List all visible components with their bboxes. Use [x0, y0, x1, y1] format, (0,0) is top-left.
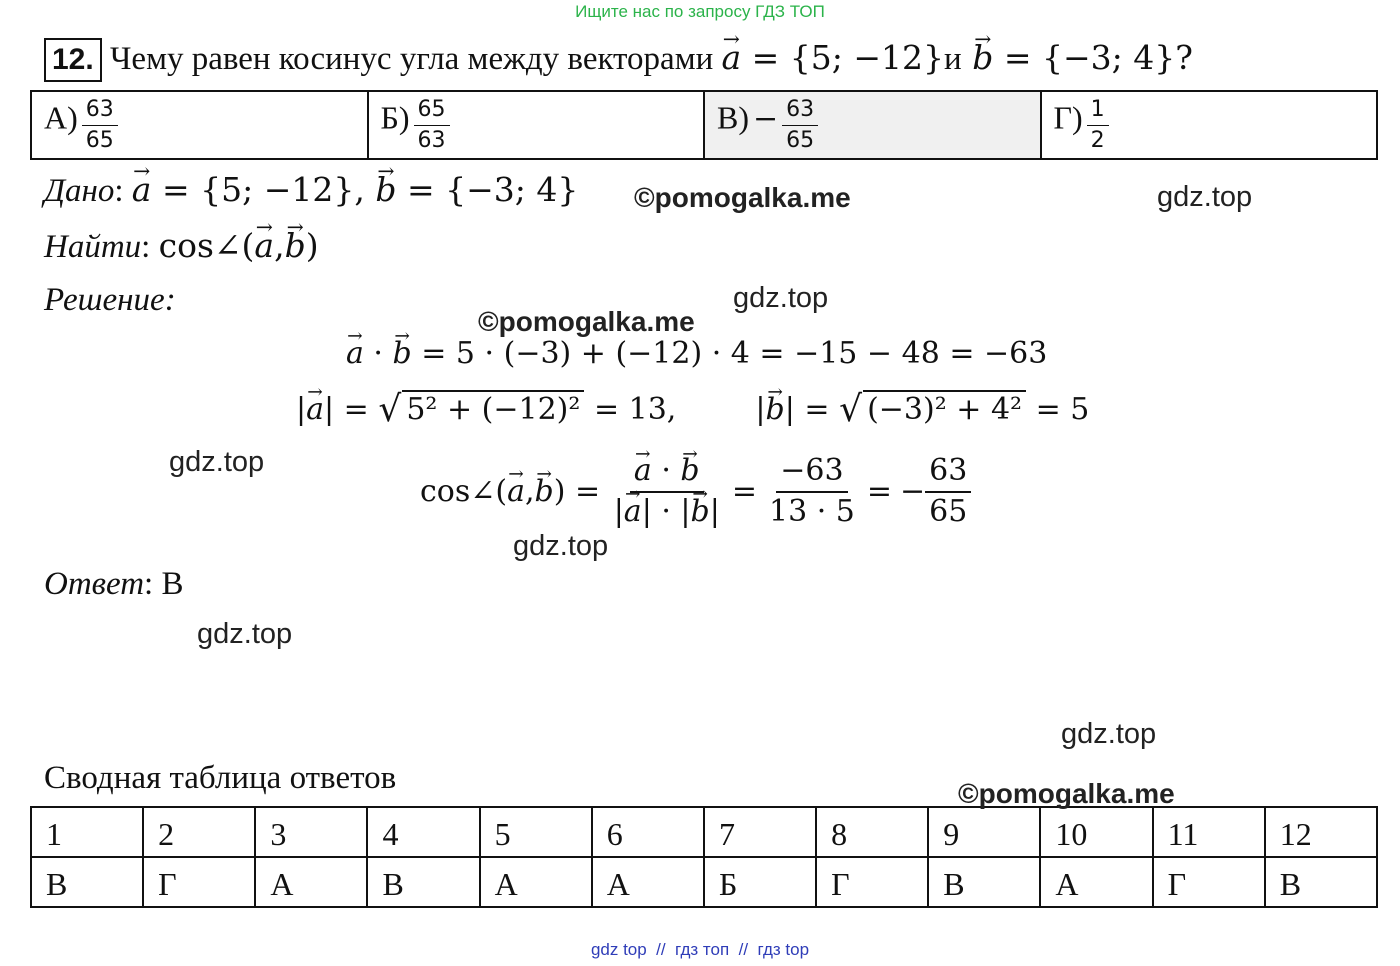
problem-question: Чему равен косинус угла между векторами	[109, 41, 714, 77]
cos-eq-1: =	[731, 474, 757, 509]
abs-a-rhs: = 13,	[584, 392, 677, 427]
summary-number-cell: 5	[480, 807, 592, 857]
answer-value: В	[161, 566, 184, 602]
dot-operator: ·	[363, 336, 393, 371]
summary-numbers-row	[31, 807, 1377, 857]
given-vector-a: → a	[132, 170, 152, 209]
summary-number-cell: 2	[143, 807, 255, 857]
watermark-gdz-1: gdz.top	[1157, 181, 1253, 213]
watermark-gdz-4: gdz.top	[513, 530, 609, 562]
solution-label: Решение:	[44, 282, 176, 318]
dot-vector-a: → a	[346, 336, 364, 371]
magnitudes-line: |→ a| = √ 5² + (−12)² = 13, |→ b| = √ (−3)² + 4² = 5	[296, 390, 1089, 427]
find-close: )	[305, 226, 319, 265]
summary-number-cell: 6	[592, 807, 704, 857]
watermark-gdz-3: gdz.top	[169, 446, 265, 478]
cos-prefix: cos∠(	[420, 474, 508, 509]
summary-answer-cell: А	[592, 857, 704, 907]
abs-a-lhs: | =	[324, 392, 379, 427]
given-line: Дано: → a = {5; −12}, → b = {−3; 4}	[44, 170, 578, 210]
cos-eq-2: =	[866, 474, 892, 509]
summary-number-cell: 3	[255, 807, 367, 857]
cos-vector-a: → a	[507, 474, 525, 509]
option-a[interactable]	[31, 91, 368, 159]
summary-answer-cell: А	[1040, 857, 1152, 907]
given-label: Дано	[44, 173, 115, 209]
summary-number-cell: 1	[31, 807, 143, 857]
cos-comma: ,	[525, 474, 535, 509]
cosine-formula	[420, 454, 971, 529]
abs-b-rhs: = 5	[1026, 392, 1090, 427]
find-label: Найти	[44, 229, 142, 265]
watermark-pomogalka-2: ©pomogalka.me	[478, 306, 695, 337]
watermark-pomogalka-1: ©pomogalka.me	[634, 182, 851, 213]
summary-number-cell: 7	[704, 807, 816, 857]
abs-b-lhs: | =	[784, 392, 840, 427]
option-d-label: Г)	[1053, 99, 1083, 136]
answer-line: Ответ: В	[44, 566, 184, 602]
watermark-gdz-6: gdz.top	[1061, 718, 1157, 750]
option-d[interactable]	[1041, 91, 1378, 159]
watermark-gdz-5: gdz.top	[197, 618, 293, 650]
dot-vector-b: → b	[393, 336, 412, 371]
summary-answer-cell: В	[367, 857, 479, 907]
summary-answer-cell: В	[31, 857, 143, 907]
summary-answer-cell: Г	[1153, 857, 1265, 907]
given-a-value: = {5; −12},	[151, 170, 365, 209]
sqrt-a: √ 5² + (−12)²	[378, 390, 584, 427]
given-vector-b: → b	[375, 170, 396, 209]
option-c-sign: −	[753, 101, 779, 137]
option-b-label: Б)	[380, 99, 410, 136]
watermark-pomogalka-3: ©pomogalka.me	[958, 778, 1175, 809]
summary-answer-cell: А	[255, 857, 367, 907]
options-table	[30, 90, 1378, 160]
summary-answer-cell: А	[480, 857, 592, 907]
given-b-value: = {−3; 4}	[396, 170, 579, 209]
summary-number-cell: 4	[367, 807, 479, 857]
summary-table	[30, 806, 1378, 908]
vector-b: → b	[972, 38, 993, 77]
problem-statement	[44, 38, 1193, 82]
cos-fraction-2: $\frac{-63}{13 \cdot 5}$	[768, 453, 855, 529]
summary-answer-cell: Г	[143, 857, 255, 907]
find-vector-a: → a	[254, 226, 274, 265]
dot-product-expr: = 5 · (−3) + (−12) · 4 = −15 − 48 = −63	[411, 336, 1048, 371]
find-vector-b: → b	[285, 226, 306, 265]
conjunction: и	[944, 41, 962, 77]
summary-number-cell: 9	[928, 807, 1040, 857]
find-comma: ,	[274, 226, 285, 265]
summary-title: Сводная таблица ответов	[44, 760, 397, 796]
summary-number-cell: 10	[1040, 807, 1152, 857]
summary-number-cell: 12	[1265, 807, 1377, 857]
option-c[interactable]	[704, 91, 1041, 159]
find-line: Найти: cos∠(→ a,→ b)	[44, 226, 319, 266]
cos-close: ) =	[553, 474, 610, 509]
summary-answer-cell: Г	[816, 857, 928, 907]
option-c-fraction: $\frac{63}{65}$	[782, 97, 818, 153]
find-cos: cos∠(	[158, 226, 255, 265]
option-b-fraction: $\frac{65}{63}$	[414, 97, 450, 153]
cos-fraction-3: $\frac{63}{65}$	[925, 454, 971, 529]
vector-a: → a	[721, 38, 741, 77]
option-d-fraction: $\frac{1}{2}$	[1087, 97, 1109, 153]
summary-answer-cell: В	[1265, 857, 1377, 907]
header-search-hint[interactable]: Ищите нас по запросу ГДЗ ТОП	[575, 2, 825, 21]
option-b[interactable]	[368, 91, 705, 159]
watermark-gdz-2: gdz.top	[733, 282, 829, 314]
summary-answers-row	[31, 857, 1377, 907]
cos-fraction-1: → $\frac{a \cdot \to b}{|\to a| \cdot |\to b|}$	[610, 454, 724, 529]
abs-vector-a: → a	[306, 392, 324, 427]
option-a-label: А)	[44, 99, 78, 136]
summary-number-cell: 11	[1153, 807, 1265, 857]
problem-number: 12.	[44, 38, 102, 82]
vector-a-value: = {5; −12}	[741, 38, 945, 77]
summary-number-cell: 8	[816, 807, 928, 857]
abs-vector-b: → b	[766, 392, 785, 427]
sqrt-b: √ (−3)² + 4²	[839, 390, 1026, 427]
option-a-fraction: $\frac{63}{65}$	[82, 97, 118, 153]
cos-vector-b: → b	[535, 474, 554, 509]
answer-label: Ответ	[44, 566, 145, 602]
vector-b-value: = {−3; 4}?	[993, 38, 1193, 77]
dot-product-line	[346, 336, 1047, 371]
footer-links[interactable]: gdz top // гдз топ // гдз top	[590, 940, 810, 959]
cos-minus: −	[900, 474, 926, 509]
summary-answer-cell: Б	[704, 857, 816, 907]
option-c-label: В)	[717, 99, 749, 136]
summary-answer-cell: В	[928, 857, 1040, 907]
